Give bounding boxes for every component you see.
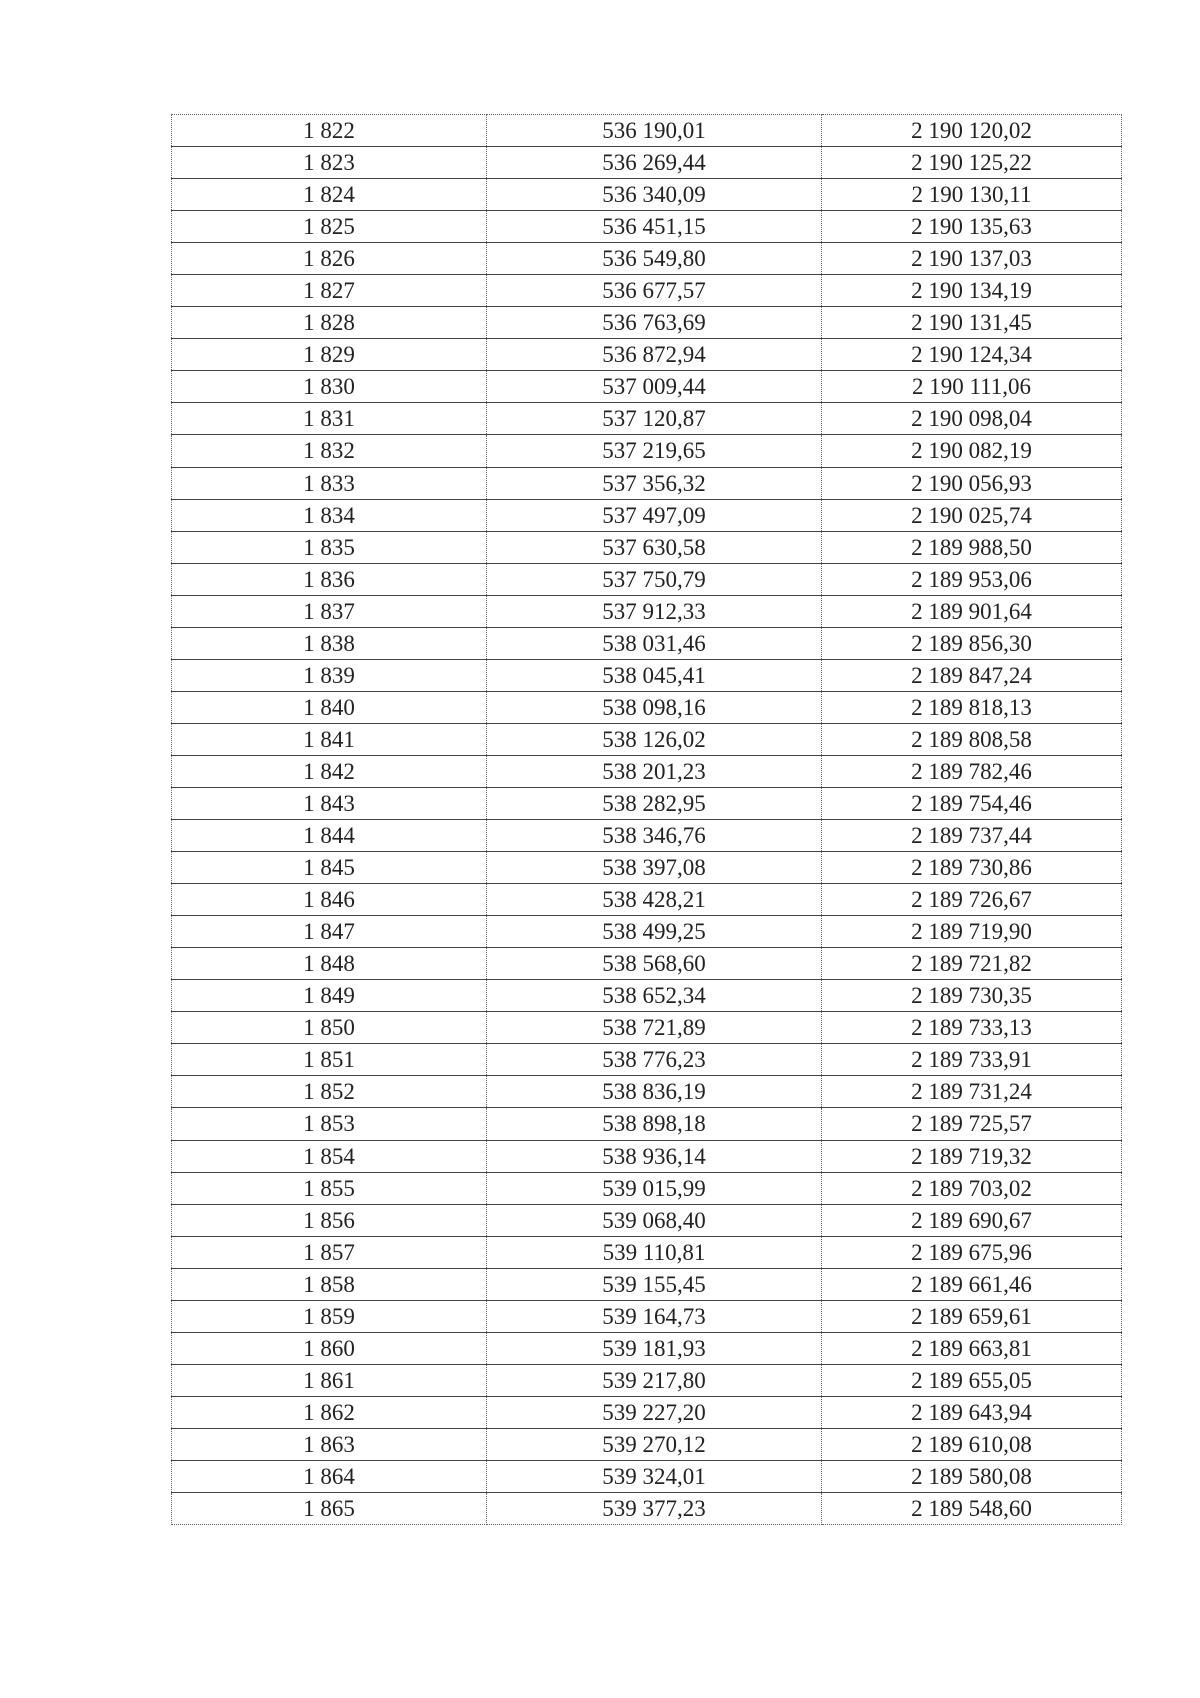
x-coordinate-cell: 538 652,34 <box>487 980 822 1012</box>
table-row <box>172 1332 1122 1364</box>
point-number-cell: 1 844 <box>172 820 487 852</box>
x-coordinate-cell: 539 377,23 <box>487 1493 822 1525</box>
point-number-cell: 1 826 <box>172 243 487 275</box>
y-coordinate-cell: 2 189 580,08 <box>822 1460 1122 1492</box>
coordinates-table-body <box>172 115 1122 1525</box>
y-coordinate-cell: 2 189 988,50 <box>822 531 1122 563</box>
x-coordinate-cell: 537 009,44 <box>487 371 822 403</box>
point-number-cell: 1 857 <box>172 1236 487 1268</box>
point-number-cell: 1 854 <box>172 1140 487 1172</box>
table-row <box>172 275 1122 307</box>
table-row <box>172 1493 1122 1525</box>
x-coordinate-cell: 537 497,09 <box>487 499 822 531</box>
table-row <box>172 115 1122 147</box>
point-number-cell: 1 863 <box>172 1428 487 1460</box>
y-coordinate-cell: 2 189 901,64 <box>822 595 1122 627</box>
x-coordinate-cell: 538 346,76 <box>487 820 822 852</box>
x-coordinate-cell: 536 763,69 <box>487 307 822 339</box>
y-coordinate-cell: 2 189 782,46 <box>822 755 1122 787</box>
point-number-cell: 1 841 <box>172 723 487 755</box>
y-coordinate-cell: 2 189 856,30 <box>822 627 1122 659</box>
table-row <box>172 1204 1122 1236</box>
point-number-cell: 1 837 <box>172 595 487 627</box>
table-row <box>172 1012 1122 1044</box>
table-row <box>172 820 1122 852</box>
point-number-cell: 1 840 <box>172 691 487 723</box>
y-coordinate-cell: 2 189 610,08 <box>822 1428 1122 1460</box>
table-row <box>172 1172 1122 1204</box>
table-row <box>172 563 1122 595</box>
y-coordinate-cell: 2 190 137,03 <box>822 243 1122 275</box>
x-coordinate-cell: 538 428,21 <box>487 884 822 916</box>
table-row <box>172 211 1122 243</box>
table-row <box>172 1108 1122 1140</box>
table-row <box>172 435 1122 467</box>
point-number-cell: 1 846 <box>172 884 487 916</box>
y-coordinate-cell: 2 190 111,06 <box>822 371 1122 403</box>
x-coordinate-cell: 539 181,93 <box>487 1332 822 1364</box>
table-row <box>172 1236 1122 1268</box>
point-number-cell: 1 848 <box>172 948 487 980</box>
y-coordinate-cell: 2 190 056,93 <box>822 467 1122 499</box>
point-number-cell: 1 839 <box>172 659 487 691</box>
point-number-cell: 1 861 <box>172 1364 487 1396</box>
x-coordinate-cell: 539 227,20 <box>487 1396 822 1428</box>
coordinates-table <box>171 114 1122 1525</box>
x-coordinate-cell: 536 677,57 <box>487 275 822 307</box>
point-number-cell: 1 831 <box>172 403 487 435</box>
point-number-cell: 1 856 <box>172 1204 487 1236</box>
table-row <box>172 659 1122 691</box>
point-number-cell: 1 830 <box>172 371 487 403</box>
table-row <box>172 307 1122 339</box>
point-number-cell: 1 833 <box>172 467 487 499</box>
point-number-cell: 1 836 <box>172 563 487 595</box>
point-number-cell: 1 835 <box>172 531 487 563</box>
x-coordinate-cell: 537 630,58 <box>487 531 822 563</box>
point-number-cell: 1 845 <box>172 852 487 884</box>
y-coordinate-cell: 2 190 124,34 <box>822 339 1122 371</box>
y-coordinate-cell: 2 189 754,46 <box>822 787 1122 819</box>
point-number-cell: 1 852 <box>172 1076 487 1108</box>
x-coordinate-cell: 538 776,23 <box>487 1044 822 1076</box>
y-coordinate-cell: 2 189 690,67 <box>822 1204 1122 1236</box>
point-number-cell: 1 825 <box>172 211 487 243</box>
table-row <box>172 339 1122 371</box>
y-coordinate-cell: 2 189 737,44 <box>822 820 1122 852</box>
table-row <box>172 179 1122 211</box>
y-coordinate-cell: 2 189 719,90 <box>822 916 1122 948</box>
point-number-cell: 1 860 <box>172 1332 487 1364</box>
table-row <box>172 467 1122 499</box>
point-number-cell: 1 865 <box>172 1493 487 1525</box>
x-coordinate-cell: 538 282,95 <box>487 787 822 819</box>
y-coordinate-cell: 2 189 808,58 <box>822 723 1122 755</box>
y-coordinate-cell: 2 189 847,24 <box>822 659 1122 691</box>
y-coordinate-cell: 2 190 082,19 <box>822 435 1122 467</box>
x-coordinate-cell: 539 270,12 <box>487 1428 822 1460</box>
y-coordinate-cell: 2 189 733,13 <box>822 1012 1122 1044</box>
table-row <box>172 147 1122 179</box>
y-coordinate-cell: 2 189 659,61 <box>822 1300 1122 1332</box>
x-coordinate-cell: 536 340,09 <box>487 179 822 211</box>
table-row <box>172 595 1122 627</box>
point-number-cell: 1 855 <box>172 1172 487 1204</box>
point-number-cell: 1 834 <box>172 499 487 531</box>
x-coordinate-cell: 537 219,65 <box>487 435 822 467</box>
x-coordinate-cell: 538 126,02 <box>487 723 822 755</box>
point-number-cell: 1 859 <box>172 1300 487 1332</box>
y-coordinate-cell: 2 190 131,45 <box>822 307 1122 339</box>
table-row <box>172 531 1122 563</box>
y-coordinate-cell: 2 189 703,02 <box>822 1172 1122 1204</box>
x-coordinate-cell: 539 217,80 <box>487 1364 822 1396</box>
y-coordinate-cell: 2 189 548,60 <box>822 1493 1122 1525</box>
table-row <box>172 1364 1122 1396</box>
table-row <box>172 403 1122 435</box>
y-coordinate-cell: 2 190 134,19 <box>822 275 1122 307</box>
point-number-cell: 1 849 <box>172 980 487 1012</box>
x-coordinate-cell: 538 397,08 <box>487 852 822 884</box>
y-coordinate-cell: 2 190 135,63 <box>822 211 1122 243</box>
y-coordinate-cell: 2 190 125,22 <box>822 147 1122 179</box>
x-coordinate-cell: 537 750,79 <box>487 563 822 595</box>
y-coordinate-cell: 2 189 818,13 <box>822 691 1122 723</box>
point-number-cell: 1 864 <box>172 1460 487 1492</box>
point-number-cell: 1 862 <box>172 1396 487 1428</box>
point-number-cell: 1 842 <box>172 755 487 787</box>
y-coordinate-cell: 2 189 663,81 <box>822 1332 1122 1364</box>
table-row <box>172 948 1122 980</box>
y-coordinate-cell: 2 190 025,74 <box>822 499 1122 531</box>
point-number-cell: 1 843 <box>172 787 487 819</box>
table-row <box>172 723 1122 755</box>
table-row <box>172 371 1122 403</box>
y-coordinate-cell: 2 190 120,02 <box>822 115 1122 147</box>
table-row <box>172 787 1122 819</box>
x-coordinate-cell: 538 568,60 <box>487 948 822 980</box>
point-number-cell: 1 853 <box>172 1108 487 1140</box>
y-coordinate-cell: 2 189 953,06 <box>822 563 1122 595</box>
table-row <box>172 691 1122 723</box>
table-row <box>172 916 1122 948</box>
x-coordinate-cell: 539 155,45 <box>487 1268 822 1300</box>
y-coordinate-cell: 2 189 661,46 <box>822 1268 1122 1300</box>
point-number-cell: 1 838 <box>172 627 487 659</box>
table-row <box>172 1076 1122 1108</box>
x-coordinate-cell: 537 912,33 <box>487 595 822 627</box>
table-row <box>172 755 1122 787</box>
x-coordinate-cell: 538 098,16 <box>487 691 822 723</box>
x-coordinate-cell: 539 324,01 <box>487 1460 822 1492</box>
y-coordinate-cell: 2 189 725,57 <box>822 1108 1122 1140</box>
x-coordinate-cell: 538 721,89 <box>487 1012 822 1044</box>
table-row <box>172 852 1122 884</box>
point-number-cell: 1 858 <box>172 1268 487 1300</box>
x-coordinate-cell: 536 549,80 <box>487 243 822 275</box>
x-coordinate-cell: 538 898,18 <box>487 1108 822 1140</box>
y-coordinate-cell: 2 189 719,32 <box>822 1140 1122 1172</box>
x-coordinate-cell: 538 499,25 <box>487 916 822 948</box>
table-row <box>172 1140 1122 1172</box>
y-coordinate-cell: 2 189 721,82 <box>822 948 1122 980</box>
table-row <box>172 1396 1122 1428</box>
table-row <box>172 499 1122 531</box>
point-number-cell: 1 828 <box>172 307 487 339</box>
x-coordinate-cell: 538 836,19 <box>487 1076 822 1108</box>
table-row <box>172 980 1122 1012</box>
table-row <box>172 1428 1122 1460</box>
x-coordinate-cell: 538 201,23 <box>487 755 822 787</box>
y-coordinate-cell: 2 189 675,96 <box>822 1236 1122 1268</box>
y-coordinate-cell: 2 189 643,94 <box>822 1396 1122 1428</box>
y-coordinate-cell: 2 189 655,05 <box>822 1364 1122 1396</box>
x-coordinate-cell: 536 190,01 <box>487 115 822 147</box>
point-number-cell: 1 832 <box>172 435 487 467</box>
table-row <box>172 627 1122 659</box>
point-number-cell: 1 824 <box>172 179 487 211</box>
y-coordinate-cell: 2 189 730,35 <box>822 980 1122 1012</box>
point-number-cell: 1 827 <box>172 275 487 307</box>
y-coordinate-cell: 2 190 130,11 <box>822 179 1122 211</box>
x-coordinate-cell: 539 068,40 <box>487 1204 822 1236</box>
point-number-cell: 1 847 <box>172 916 487 948</box>
x-coordinate-cell: 539 110,81 <box>487 1236 822 1268</box>
table-row <box>172 1044 1122 1076</box>
x-coordinate-cell: 536 451,15 <box>487 211 822 243</box>
x-coordinate-cell: 538 031,46 <box>487 627 822 659</box>
y-coordinate-cell: 2 189 730,86 <box>822 852 1122 884</box>
table-row <box>172 243 1122 275</box>
x-coordinate-cell: 538 045,41 <box>487 659 822 691</box>
point-number-cell: 1 822 <box>172 115 487 147</box>
x-coordinate-cell: 539 164,73 <box>487 1300 822 1332</box>
point-number-cell: 1 829 <box>172 339 487 371</box>
y-coordinate-cell: 2 189 733,91 <box>822 1044 1122 1076</box>
x-coordinate-cell: 538 936,14 <box>487 1140 822 1172</box>
table-row <box>172 1300 1122 1332</box>
point-number-cell: 1 850 <box>172 1012 487 1044</box>
y-coordinate-cell: 2 189 726,67 <box>822 884 1122 916</box>
table-row <box>172 1268 1122 1300</box>
point-number-cell: 1 851 <box>172 1044 487 1076</box>
y-coordinate-cell: 2 190 098,04 <box>822 403 1122 435</box>
x-coordinate-cell: 539 015,99 <box>487 1172 822 1204</box>
x-coordinate-cell: 537 120,87 <box>487 403 822 435</box>
table-row <box>172 884 1122 916</box>
y-coordinate-cell: 2 189 731,24 <box>822 1076 1122 1108</box>
table-row <box>172 1460 1122 1492</box>
x-coordinate-cell: 537 356,32 <box>487 467 822 499</box>
x-coordinate-cell: 536 872,94 <box>487 339 822 371</box>
point-number-cell: 1 823 <box>172 147 487 179</box>
x-coordinate-cell: 536 269,44 <box>487 147 822 179</box>
